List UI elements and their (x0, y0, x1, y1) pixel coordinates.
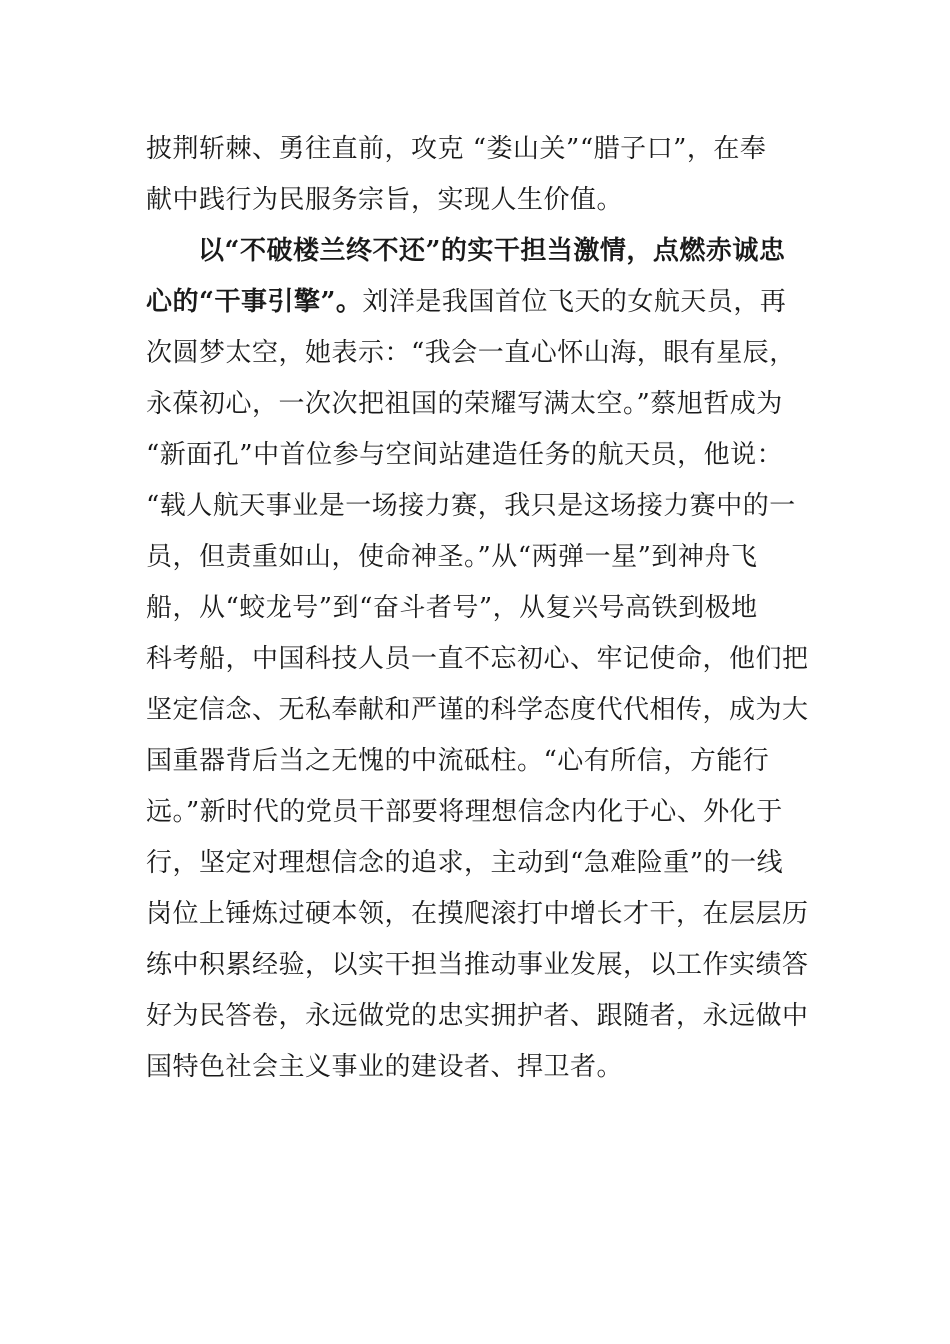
paragraph-heading-end: 心的“干事引擎”。 (146, 287, 363, 317)
text-line: 披荆斩棘、勇往直前，攻克 “娄山关”“腊子口”，在奉 (146, 134, 767, 164)
text-line: 献中践行为民服务宗旨，实现人生价值。 (146, 185, 624, 215)
text-line: 练中积累经验，以实干担当推动事业发展，以工作实绩答 (146, 950, 809, 980)
text-line: 好为民答卷，永远做党的忠实拥护者、跟随者，永远做中 (146, 1001, 809, 1031)
text-line: 坚定信念、无私奉献和严谨的科学态度代代相传，成为大 (146, 695, 809, 725)
text-line: 科考船，中国科技人员一直不忘初心、牢记使命，他们把 (146, 644, 809, 674)
text-line: 远。”新时代的党员干部要将理想信念内化于心、外化于 (146, 797, 783, 827)
text-line: “载人航天事业是一场接力赛，我只是这场接力赛中的一 (146, 491, 796, 521)
text-line: 国特色社会主义事业的建设者、捍卫者。 (146, 1052, 624, 1082)
text-line: 国重器背后当之无愧的中流砥柱。“心有所信，方能行 (146, 746, 770, 776)
text-line: 船，从“蛟龙号”到“奋斗者号”，从复兴号高铁到极地 (146, 593, 758, 623)
text-line (146, 286, 786, 318)
text-line: “新面孔”中首位参与空间站建造任务的航天员，他说： (146, 440, 784, 470)
text-line: 次圆梦太空，她表示：“我会一直心怀山海，眼有星辰， (146, 338, 796, 368)
text-line: 员，但责重如山，使命神圣。”从“两弹一星”到神舟飞 (146, 542, 758, 572)
text-line: 行，坚定对理想信念的追求，主动到“急难险重”的一线 (146, 848, 784, 878)
text-line: 永葆初心，一次次把祖国的荣耀写满太空。”蔡旭哲成为 (146, 389, 783, 419)
paragraph-heading: 以“不破楼兰终不还”的实干担当激情，点燃赤诚忠 (198, 236, 786, 266)
text-line: 岗位上锤炼过硬本领，在摸爬滚打中增长才干，在层层历 (146, 899, 809, 929)
text-segment: 刘洋是我国首位飞天的女航天员，再 (362, 287, 787, 317)
